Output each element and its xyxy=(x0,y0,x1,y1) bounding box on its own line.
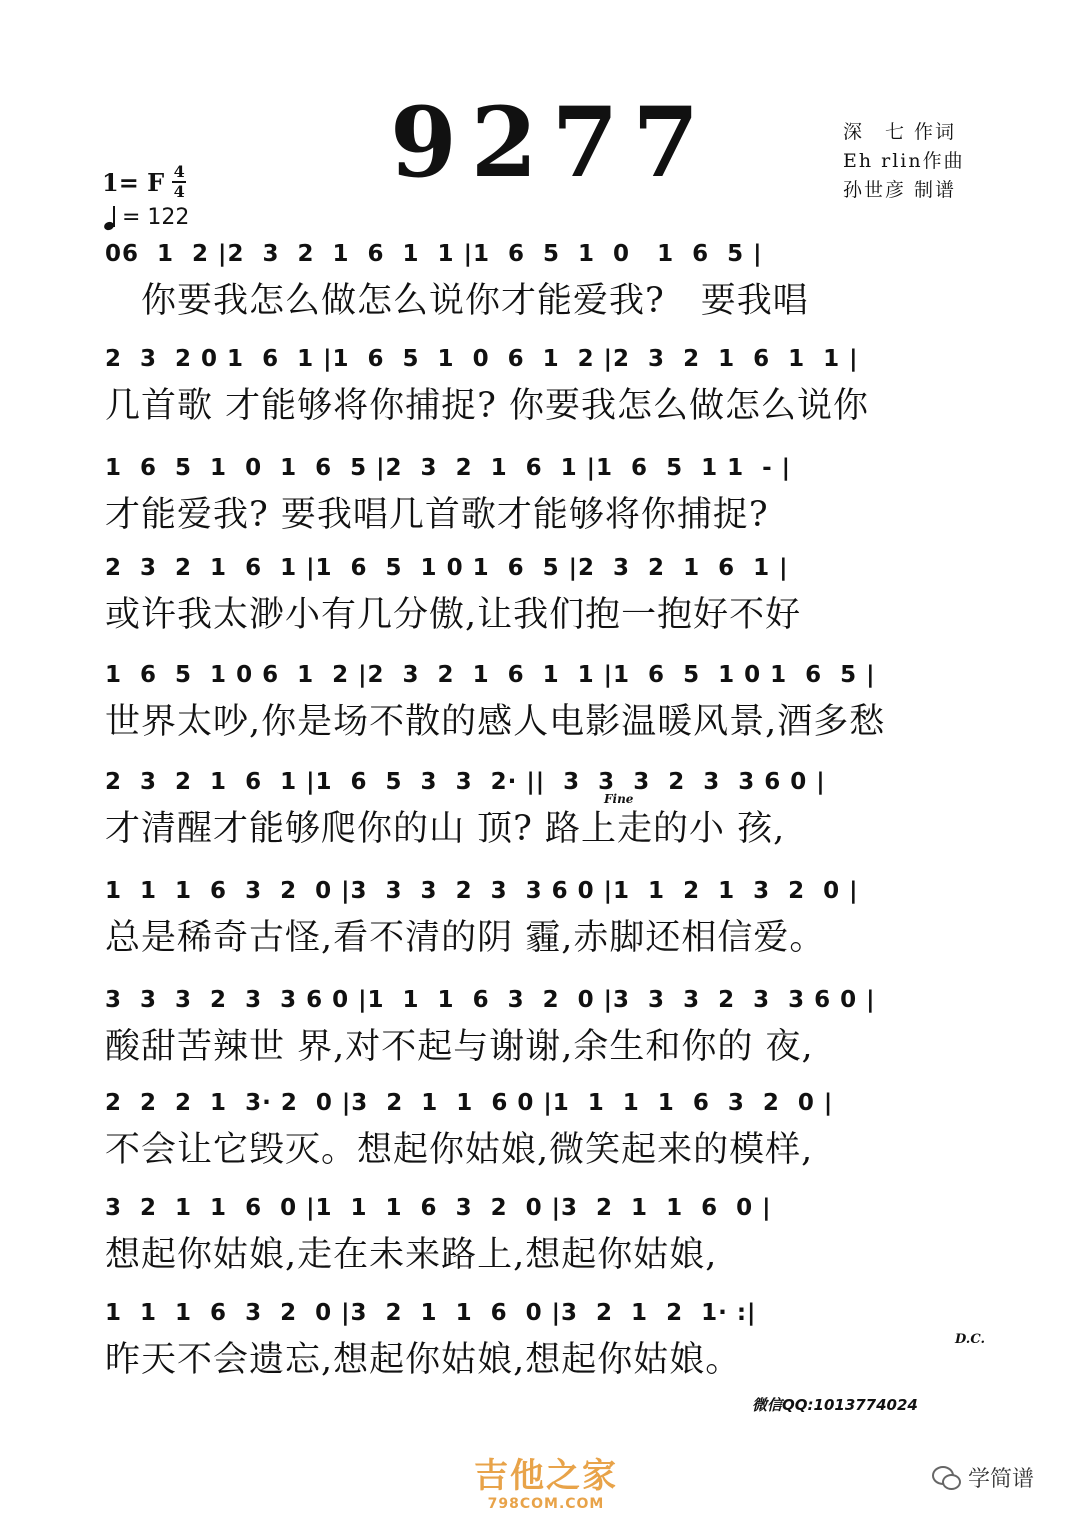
score-system xyxy=(105,1087,975,1187)
score-system xyxy=(105,452,975,552)
time-signature-bottom: 4 xyxy=(173,182,185,201)
composer-credit: Eh rlin作曲 xyxy=(843,150,965,172)
score-system xyxy=(105,875,975,975)
lyrics-row: 酸甜苦辣世 界,对不起与谢谢,余生和你的 夜, xyxy=(105,1027,814,1067)
score-system xyxy=(105,1192,975,1292)
notes-row: 2 3 2 0 1 6 1 |1 6 5 1 0 6 1 2 |2 3 2 1 6 1 1 | xyxy=(105,346,859,372)
notes-row: 1 1 1 6 3 2 0 |3 2 1 1 6 0 |3 2 1 2 1· :| xyxy=(105,1300,757,1326)
key-signature xyxy=(102,164,186,200)
score-system xyxy=(105,238,975,338)
lyrics-row: 不会让它毁灭。想起你姑娘,微笑起来的模样, xyxy=(105,1130,814,1170)
score-system xyxy=(105,984,975,1084)
notes-row: 06 1 2 |2 3 2 1 6 1 1 |1 6 5 1 0 1 6 5 | xyxy=(105,241,763,267)
lyrics-row: 总是稀奇古怪,看不清的阴 霾,赤脚还相信爱。 xyxy=(105,918,826,958)
lyrics-row: 昨天不会遗忘,想起你姑娘,想起你姑娘。 xyxy=(105,1340,742,1380)
key-label: 1= F xyxy=(102,167,165,197)
contact-info: 微信QQ:1013774024 xyxy=(752,1396,918,1414)
lyrics-row: 想起你姑娘,走在未来路上,想起你姑娘, xyxy=(105,1235,718,1275)
wechat-watermark xyxy=(932,1462,1034,1493)
wechat-icon xyxy=(932,1466,960,1490)
lyrics-row: 几首歌 才能够将你捕捉? 你要我怎么做怎么说你 xyxy=(105,386,870,426)
notes-row: 1 1 1 6 3 2 0 |3 3 3 2 3 3 6 0 |1 1 2 1 3 2 0 | xyxy=(105,878,859,904)
quarter-note-icon xyxy=(104,204,118,230)
score-system xyxy=(105,659,975,759)
score-system xyxy=(105,766,975,866)
lyrics-row: 才清醒才能够爬你的山 顶? 路上走的小 孩, xyxy=(105,809,786,849)
notes-row: 2 3 2 1 6 1 |1 6 5 3 3 2· || 3 3 3 2 3 3 6 0 | xyxy=(105,769,826,795)
dc-marking: D.C. xyxy=(955,1332,985,1347)
notes-row: 3 2 1 1 6 0 |1 1 1 6 3 2 0 |3 2 1 1 6 0 | xyxy=(105,1195,772,1221)
fine-marking: Fine xyxy=(604,792,634,806)
notes-row: 3 3 3 2 3 3 6 0 |1 1 1 6 3 2 0 |3 3 3 2 3 3 6 0 | xyxy=(105,987,876,1013)
notes-row: 2 2 2 1 3· 2 0 |3 2 1 1 6 0 |1 1 1 1 6 3 2 0 | xyxy=(105,1090,834,1116)
tempo-marking xyxy=(104,204,189,230)
score-system xyxy=(105,1297,975,1397)
score-system xyxy=(105,552,975,652)
lyrics-row: 才能爱我? 要我唱几首歌才能够将你捕捉? xyxy=(105,495,769,535)
lyrics-row: 或许我太渺小有几分傲,让我们抱一抱好不好 xyxy=(105,595,802,635)
notes-row: 1 6 5 1 0 1 6 5 |2 3 2 1 6 1 |1 6 5 1 1 - | xyxy=(105,455,792,481)
song-title: 9277 xyxy=(390,86,714,199)
wechat-account-name: 学简谱 xyxy=(968,1467,1035,1492)
site-logo xyxy=(474,1456,618,1512)
time-signature xyxy=(172,164,186,200)
arranger-credit: 孙世彦 制谱 xyxy=(843,179,957,201)
site-name: 吉他之家 xyxy=(474,1456,618,1496)
credits-block xyxy=(843,118,1063,205)
lyricist-credit: 深 七 作词 xyxy=(843,121,957,143)
notes-row: 1 6 5 1 0 6 1 2 |2 3 2 1 6 1 1 |1 6 5 1 0 1 6 5 | xyxy=(105,662,876,688)
lyrics-row: 你要我怎么做怎么说你才能爱我? 要我唱 xyxy=(105,281,809,321)
score-system xyxy=(105,343,975,443)
lyrics-row: 世界太吵,你是场不散的感人电影温暖风景,酒多愁 xyxy=(105,702,886,742)
tempo-value: = 122 xyxy=(122,204,190,230)
site-url: 798COM.COM xyxy=(487,1496,605,1512)
notes-row: 2 3 2 1 6 1 |1 6 5 1 0 1 6 5 |2 3 2 1 6 1 | xyxy=(105,555,789,581)
time-signature-top: 4 xyxy=(173,162,185,181)
